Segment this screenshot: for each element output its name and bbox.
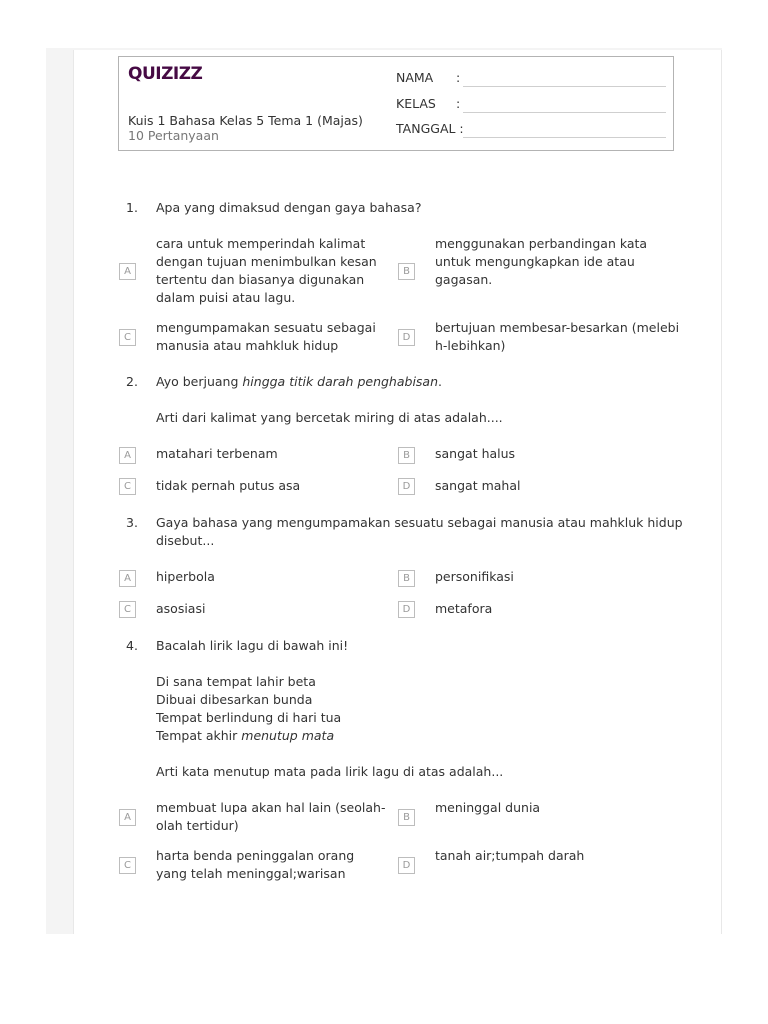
option-b-text: menggunakan perbandingan kata untuk mengungkapkan ide atau gagasan. bbox=[435, 236, 648, 287]
quizizz-logo bbox=[128, 62, 204, 84]
question-prompt: Arti dari kalimat yang bercetak miring di atas adalah.... bbox=[156, 410, 503, 425]
question-text: Apa yang dimaksud dengan gaya bahasa? bbox=[156, 200, 422, 215]
option-b-text: meninggal dunia bbox=[435, 800, 541, 815]
lyric-line: Di sana tempat lahir beta bbox=[156, 674, 316, 689]
option-box-b[interactable]: B bbox=[398, 263, 415, 280]
option-box-a[interactable]: A bbox=[119, 263, 136, 280]
option-box-d[interactable]: D bbox=[398, 478, 415, 495]
option-box-d[interactable]: D bbox=[398, 857, 415, 874]
option-a-text: membuat lupa akan hal lain (seolah-olah tertidur) bbox=[156, 800, 386, 833]
italic-phrase: hingga titik darah penghabisan bbox=[242, 374, 439, 389]
name-field[interactable] bbox=[463, 86, 666, 87]
question-prompt: Arti kata menutup mata pada lirik lagu di atas adalah... bbox=[156, 764, 504, 779]
option-box-c[interactable]: C bbox=[119, 329, 136, 346]
lyric-line: Tempat akhir menutup mata bbox=[156, 728, 335, 743]
question-number: 1. bbox=[126, 200, 138, 215]
question-number: 4. bbox=[126, 638, 138, 653]
option-c-text: harta benda peninggalan orang yang telah meninggal;warisan bbox=[156, 848, 355, 881]
class-field[interactable] bbox=[463, 112, 666, 113]
option-d-text: bertujuan membesar-besarkan (melebih-lebihkan) bbox=[435, 320, 680, 353]
name-label: NAMA bbox=[396, 70, 434, 85]
option-box-c[interactable]: C bbox=[119, 601, 136, 618]
question-text: Ayo berjuang hingga titik darah penghabisan. bbox=[156, 374, 442, 389]
option-b-text: sangat halus bbox=[435, 446, 516, 461]
question-text-line2: disebut... bbox=[156, 533, 215, 548]
option-box-b[interactable]: B bbox=[398, 447, 415, 464]
option-box-c[interactable]: C bbox=[119, 478, 136, 495]
option-c-text: mengumpamakan sesuatu sebagai manusia atau mahkluk hidup bbox=[156, 320, 376, 353]
date-label: TANGGAL : bbox=[396, 121, 464, 136]
option-b-text: personifikasi bbox=[435, 569, 514, 584]
option-d-text: metafora bbox=[435, 601, 493, 616]
question-text: Bacalah lirik lagu di bawah ini! bbox=[156, 638, 349, 653]
option-box-d[interactable]: D bbox=[398, 601, 415, 618]
class-label: KELAS bbox=[396, 96, 436, 111]
option-a-text: matahari terbenam bbox=[156, 446, 278, 461]
name-colon: : bbox=[456, 70, 461, 85]
option-a-text: cara untuk memperindah kalimat dengan tujuan menimbulkan kesan tertentu dan biasanya digunakan dalam puisi atau lagu. bbox=[156, 236, 377, 305]
option-a-text: hiperbola bbox=[156, 569, 215, 584]
option-c-text: asosiasi bbox=[156, 601, 206, 616]
question-text-line1: Gaya bahasa yang mengumpamakan sesuatu sebagai manusia atau mahkluk hidup bbox=[156, 515, 683, 530]
option-box-d[interactable]: D bbox=[398, 329, 415, 346]
option-box-b[interactable]: B bbox=[398, 809, 415, 826]
lyric-line: Dibuai dibesarkan bunda bbox=[156, 692, 313, 707]
option-d-text: tanah air;tumpah darah bbox=[435, 848, 585, 863]
option-box-a[interactable]: A bbox=[119, 570, 136, 587]
question-number: 2. bbox=[126, 374, 138, 389]
italic-phrase: menutup mata bbox=[241, 728, 335, 743]
option-box-a[interactable]: A bbox=[119, 447, 136, 464]
question-count: 10 Pertanyaan bbox=[128, 128, 219, 143]
quiz-title: Kuis 1 Bahasa Kelas 5 Tema 1 (Majas) bbox=[128, 113, 363, 128]
option-box-b[interactable]: B bbox=[398, 570, 415, 587]
date-field[interactable] bbox=[463, 137, 666, 138]
question-number: 3. bbox=[126, 515, 138, 530]
option-box-a[interactable]: A bbox=[119, 809, 136, 826]
option-d-text: sangat mahal bbox=[435, 478, 521, 493]
option-c-text: tidak pernah putus asa bbox=[156, 478, 301, 493]
lyric-line: Tempat berlindung di hari tua bbox=[156, 710, 342, 725]
class-colon: : bbox=[456, 96, 461, 111]
logo-text: QUIZIZZ bbox=[128, 64, 203, 84]
option-box-c[interactable]: C bbox=[119, 857, 136, 874]
